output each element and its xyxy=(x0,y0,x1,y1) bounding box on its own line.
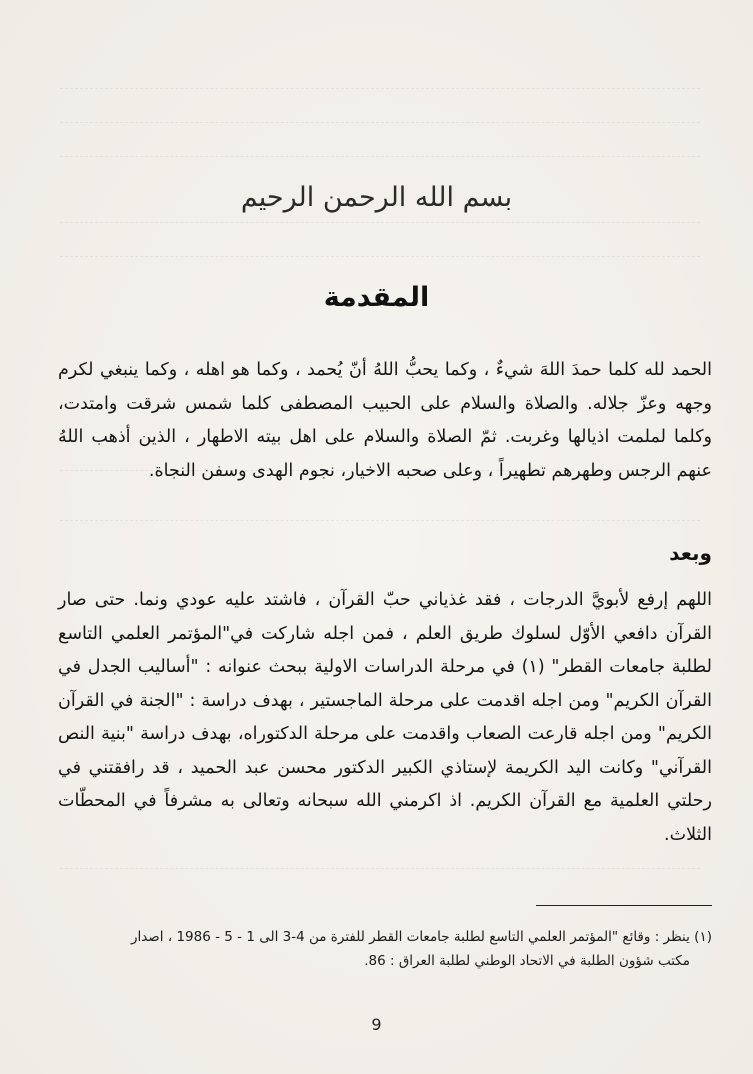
show-through-line xyxy=(60,256,700,267)
page-title: المقدمة xyxy=(323,282,430,313)
show-through-line xyxy=(60,88,700,99)
intro-paragraph: الحمد لله كلما حمدَ اللهَ شيءٌ ، وكما يحبُّ اللهُ أنّ يُحمد ، وكما هو اهله ، وكما ينبغي لكرم وجهه وعزّ جلاله. والصلاة والسلام على الحبيب المصطفى كلما شمس شرقت وامتدت، وكلما لملمت اذيالها وغربت. ثمّ الصلاة والسلام على اهل بيته الاطهار ، الذين أذهب اللهُ عنهم الرجس وطهرهم تطهيراً ، وعلى صحبه الاخيار، نجوم الهدى وسفن النجاة. xyxy=(58,360,712,481)
show-through-line xyxy=(60,122,700,133)
show-through-line xyxy=(60,222,700,233)
page-number: 9 xyxy=(371,1015,382,1034)
basmala: بسم الله الرحمن الرحيم xyxy=(240,182,513,213)
footnote-divider xyxy=(536,905,712,906)
body-paragraph: اللهم إرفع لأبويَّ الدرجات ، فقد غذياني حبّ القرآن ، فاشتد عليه عودي ونما. حتى صار القرآن دافعي الأوّل لسلوك طريق العلم ، فمن اجله شاركت في"المؤتمر العلمي التاسع لطلبة جامعات القطر" (١) في مرحلة الدراسات الاولية ببحث عنوانه : "أساليب الجدل في القرآن الكريم" ومن اجله اقدمت على مرحلة الماجستير ، بهدف دراسة : "الجنة في القرآن الكريم" ومن اجله قارعت الصعاب واقدمت على مرحلة الدكتوراه، بهدف دراسة "بنية النص القرآني" وكانت اليد الكريمة لإستاذي الكبير الدكتور محسن عبد الحميد ، قد رافقتني في رحلتي العلمية مع القرآن الكريم. اذ اكرمني الله سبحانه وتعالى به مشرفاً في المحطّات الثلاث. xyxy=(58,590,712,845)
show-through-line xyxy=(60,868,700,879)
show-through-line xyxy=(60,520,700,531)
footnote xyxy=(70,925,712,973)
show-through-line xyxy=(60,156,700,167)
section-label: وبعد xyxy=(669,541,712,565)
footnote-line: مكتب شؤون الطلبة في الاتحاد الوطني لطلبة العراق : 86. xyxy=(364,953,690,969)
footnote-line: (١) ينظر : وقائع "المؤتمر العلمي التاسع لطلبة جامعات القطر للفترة من 4-3 الى 1 - 5 - 1986 ، اصدار xyxy=(130,929,712,945)
